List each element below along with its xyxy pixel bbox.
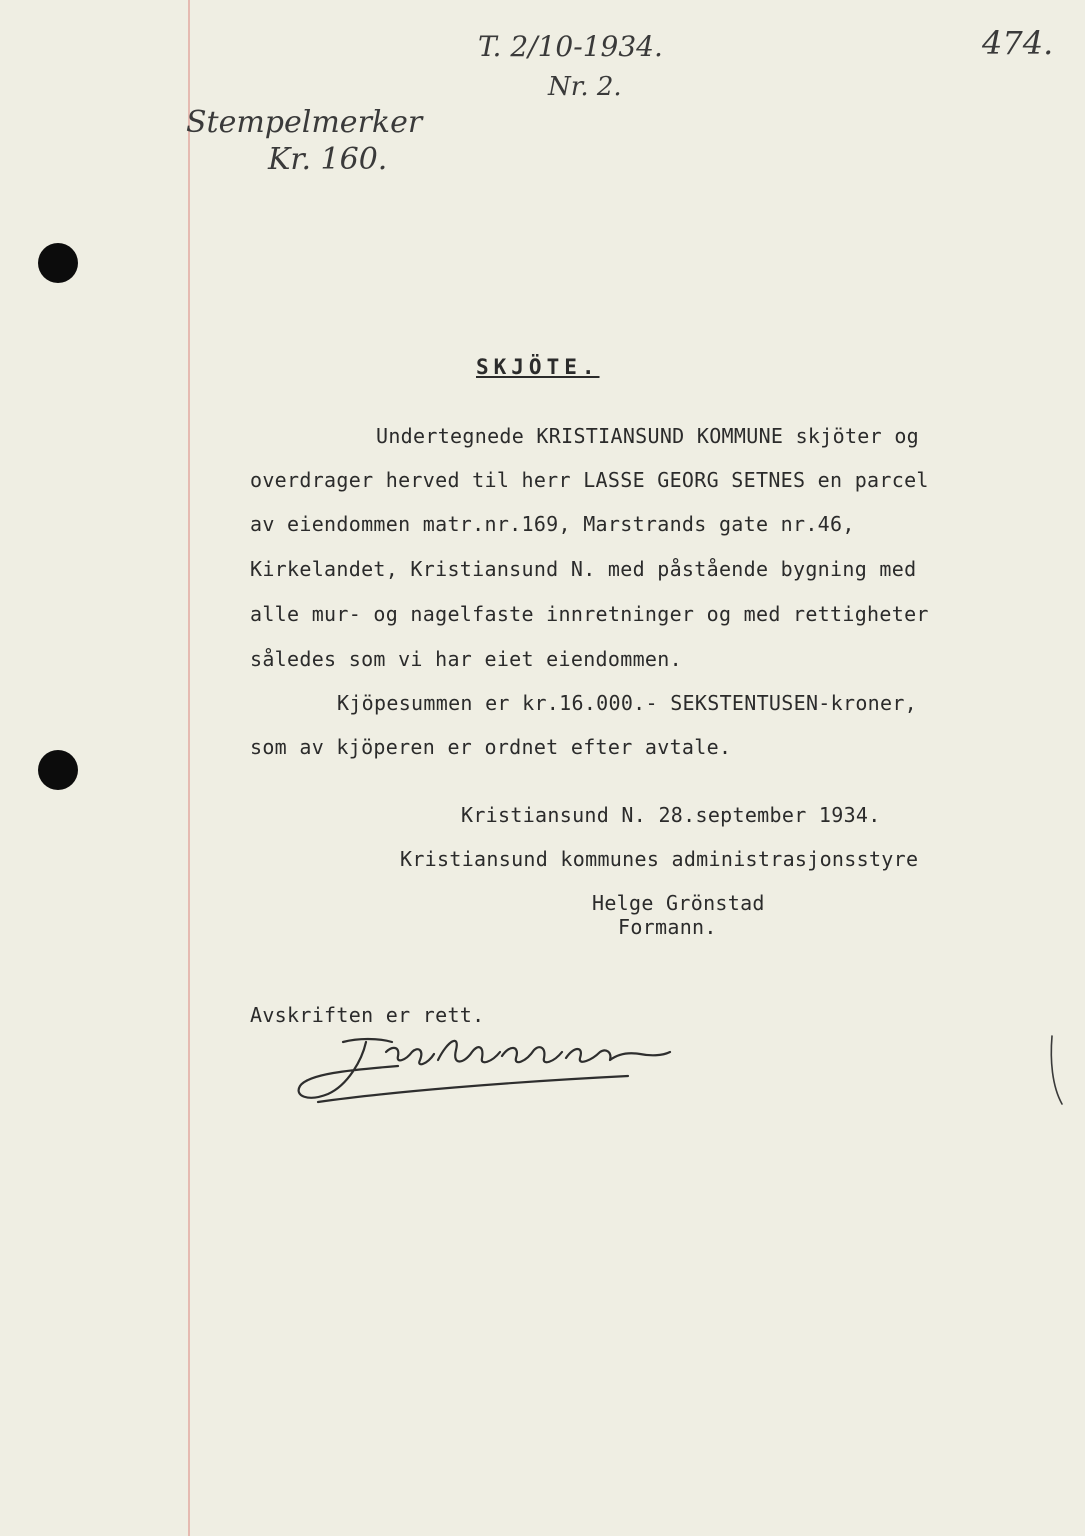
page-number: 474. <box>982 24 1054 62</box>
body-line: alle mur- og nagelfaste innretninger og med rettigheter <box>250 602 929 626</box>
body-line: av eiendommen matr.nr.169, Marstrands gate nr.46, <box>250 512 855 536</box>
handwritten-stamp-note: Stempelmerker <box>186 105 423 140</box>
handwritten-stamp-amount: Kr. 160. <box>268 142 388 177</box>
pen-mark <box>1046 1030 1066 1110</box>
certification-line: Avskriften er rett. <box>250 1003 485 1027</box>
body-line: overdrager herved til herr LASSE GEORG SETNES en parcel <box>250 468 929 492</box>
red-margin-line <box>188 0 190 1536</box>
place-and-date: Kristiansund N. 28.september 1934. <box>461 803 881 827</box>
handwritten-number-note: Nr. 2. <box>548 72 622 102</box>
body-line: Kjöpesummen er kr.16.000.- SEKSTENTUSEN-kroner, <box>337 691 918 715</box>
handwritten-signature <box>288 1030 678 1110</box>
body-line: som av kjöperen er ordnet efter avtale. <box>250 735 732 759</box>
issuer: Kristiansund kommunes administrasjonsstyre <box>400 847 919 871</box>
handwritten-date-note: T. 2/10-1934. <box>478 30 663 63</box>
punch-hole-bottom <box>38 750 78 790</box>
body-line: Kirkelandet, Kristiansund N. med påstående bygning med <box>250 557 917 581</box>
document-title: SKJÖTE. <box>476 355 600 379</box>
signer-name: Helge Grönstad <box>592 891 765 915</box>
signer-title: Formann. <box>618 915 717 939</box>
body-line: således som vi har eiet eiendommen. <box>250 647 682 671</box>
body-line: Undertegnede KRISTIANSUND KOMMUNE skjöter og <box>376 424 920 448</box>
punch-hole-top <box>38 243 78 283</box>
